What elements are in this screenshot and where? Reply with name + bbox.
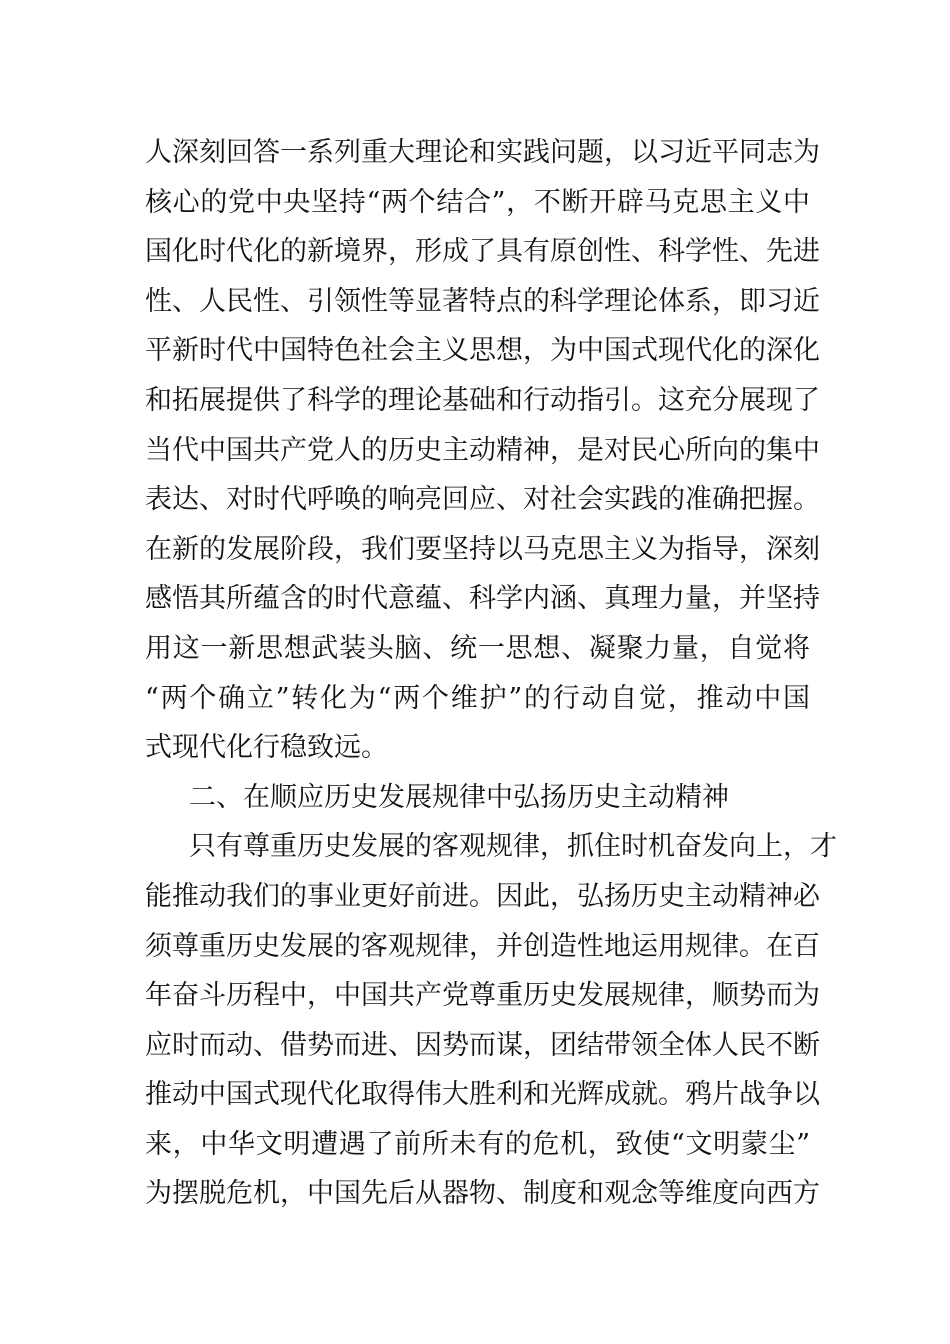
document-body <box>145 128 837 1219</box>
section-heading: 二、在顺应历史发展规律中弘扬历史主动精神 <box>189 781 729 813</box>
text-line: 来，中华文明遭遇了前所未有的危机，致使“文明蒙尘” <box>145 1128 810 1160</box>
text-line: “两个确立”转化为“两个维护”的行动自觉，推动中国 <box>145 682 810 714</box>
text-line: 推动中国式现代化取得伟大胜利和光辉成就。鸦片战争以 <box>145 1079 820 1111</box>
text-line: 核心的党中央坚持“两个结合”，不断开辟马克思主义中 <box>145 186 810 218</box>
text-line: 为摆脱危机，中国先后从器物、制度和观念等维度向西方 <box>145 1178 820 1210</box>
text-line: 国化时代化的新境界，形成了具有原创性、科学性、先进 <box>145 236 820 268</box>
text-line: 性、人民性、引领性等显著特点的科学理论体系，即习近 <box>145 285 820 317</box>
text-line: 表达、对时代呼唤的响亮回应、对社会实践的准确把握。 <box>145 484 820 516</box>
text-line: 人深刻回答一系列重大理论和实践问题，以习近平同志为 <box>145 137 820 168</box>
text-line: 应时而动、借势而进、因势而谋，团结带领全体人民不断 <box>145 1029 820 1061</box>
text-line: 在新的发展阶段，我们要坚持以马克思主义为指导，深刻 <box>145 533 820 565</box>
text-line: 平新时代中国特色社会主义思想，为中国式现代化的深化 <box>145 335 820 367</box>
text-line: 用这一新思想武装头脑、统一思想、凝聚力量，自觉将 <box>145 632 810 664</box>
text-line: 和拓展提供了科学的理论基础和行动指引。这充分展现了 <box>145 384 820 416</box>
text-line: 只有尊重历史发展的客观规律，抓住时机奋发向上，才 <box>189 831 837 863</box>
text-line: 须尊重历史发展的客观规律，并创造性地运用规律。在百 <box>145 930 820 962</box>
text-line: 感悟其所蕴含的时代意蕴、科学内涵、真理力量，并坚持 <box>145 583 820 615</box>
text-line: 年奋斗历程中，中国共产党尊重历史发展规律，顺势而为 <box>145 980 820 1012</box>
text-line: 能推动我们的事业更好前进。因此，弘扬历史主动精神必 <box>145 880 820 912</box>
text-line: 当代中国共产党人的历史主动精神，是对民心所向的集中 <box>145 434 820 466</box>
text-line: 式现代化行稳致远。 <box>145 732 388 764</box>
